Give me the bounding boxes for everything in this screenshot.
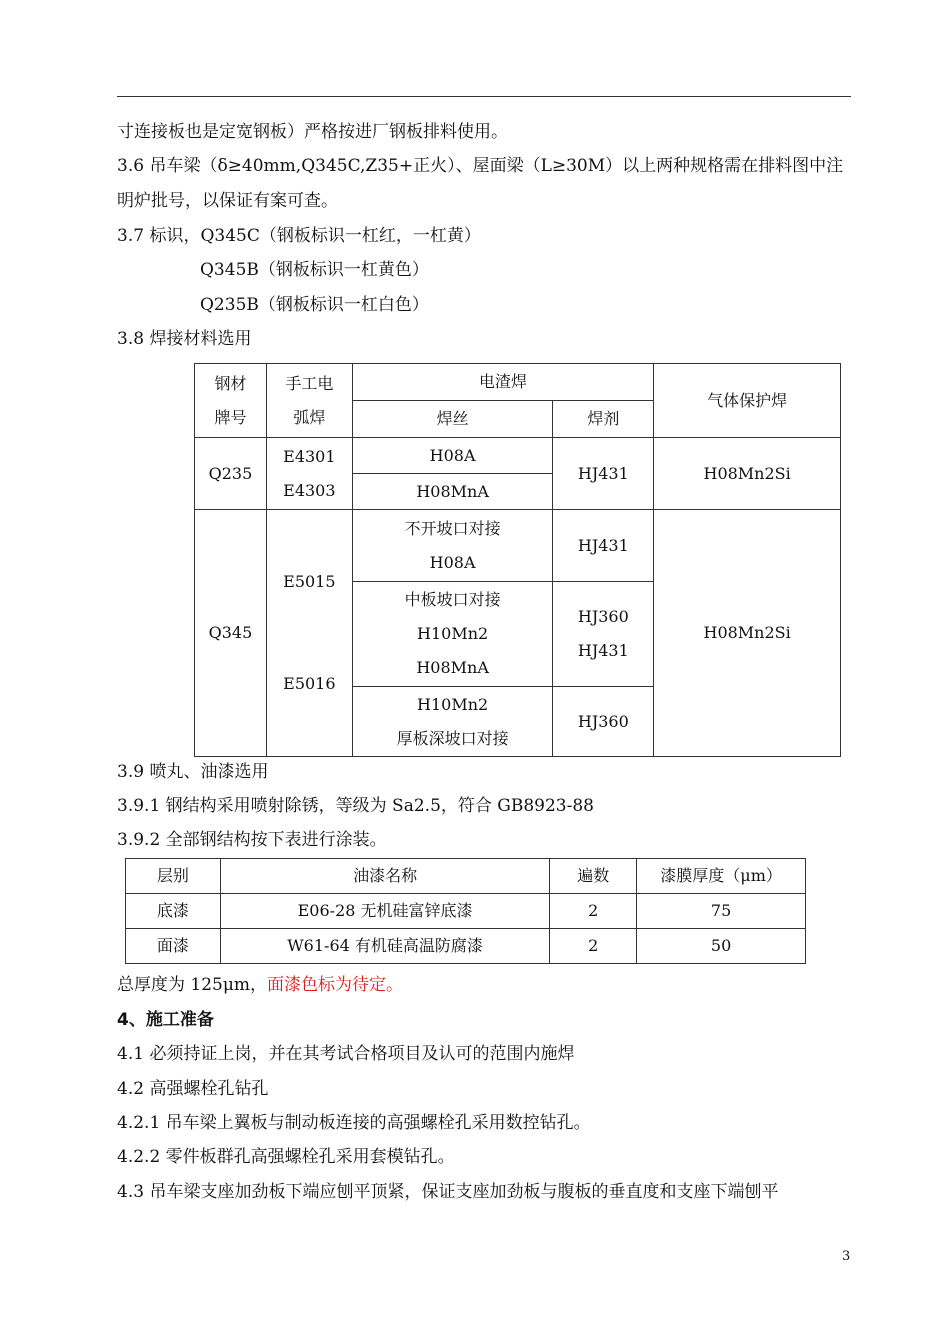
section-heading: 3.9 喷丸、油漆选用: [117, 762, 269, 782]
painting-table: [125, 858, 806, 964]
cell-q345-flux-3: HJ360: [553, 687, 654, 757]
cell-q235-wire-2: H08MnA: [352, 474, 553, 510]
paragraph-line: 明炉批号，以保证有案可查。: [117, 191, 338, 211]
header-coats: 遍数: [550, 859, 637, 894]
section-heading: 3.8 焊接材料选用: [117, 329, 252, 349]
cell-q345-rod: E5015 E5016: [266, 510, 352, 757]
page-number: 3: [842, 1249, 851, 1264]
cell-q235: Q235: [195, 438, 267, 510]
header-layer: 层别: [126, 859, 221, 894]
paragraph-line: 3.9.1 钢结构采用喷射除锈，等级为 Sa2.5，符合 GB8923-88: [117, 796, 594, 816]
total-thickness-text: 总厚度为 125μm，: [117, 975, 268, 995]
cell-q235-flux: HJ431: [553, 438, 654, 510]
paragraph-line: 3.6 吊车梁（δ≥40mm,Q345C,Z35+正火）、屋面梁（L≥30M）以上两种规格需在排料图中注: [117, 156, 844, 176]
paragraph-line: 4.2.1 吊车梁上翼板与制动板连接的高强螺栓孔采用数控钻孔。: [117, 1113, 591, 1133]
cell-layer: 底漆: [126, 894, 221, 929]
paragraph-line: 3.7 标识，Q345C（钢板标识一杠红，一杠黄）: [117, 226, 481, 246]
table-row: [126, 929, 806, 964]
cell-paint-name: W61-64 有机硅高温防腐漆: [220, 929, 549, 964]
header-manual-arc: 手工电 弧焊: [266, 364, 352, 438]
paragraph-line: 4.1 必须持证上岗，并在其考试合格项目及认可的范围内施焊: [117, 1044, 575, 1064]
cell-q345-flux-2: HJ360 HJ431: [553, 582, 654, 687]
header-steel-grade: 钢材 牌号: [195, 364, 267, 438]
cell-coats: 2: [550, 929, 637, 964]
cell-thickness: 50: [637, 929, 806, 964]
paragraph-line: Q235B（钢板标识一杠白色）: [200, 295, 429, 315]
header-gas-shielded: 气体保护焊: [654, 364, 841, 438]
paragraph-line: 3.9.2 全部钢结构按下表进行涂装。: [117, 830, 387, 850]
paragraph-line: 4.3 吊车梁支座加劲板下端应刨平顶紧，保证支座加劲板与腹板的垂直度和支座下端刨平: [117, 1182, 779, 1202]
paragraph-line: 4.2 高强螺栓孔钻孔: [117, 1079, 269, 1099]
header-paint-name: 油漆名称: [220, 859, 549, 894]
paragraph-line: Q345B（钢板标识一杠黄色）: [200, 260, 429, 280]
cell-paint-name: E06-28 无机硅富锌底漆: [220, 894, 549, 929]
table-row: [126, 894, 806, 929]
color-pending-note: 面漆色标为待定。: [267, 975, 404, 995]
cell-q345: Q345: [195, 510, 267, 757]
welding-materials-table: [194, 363, 841, 757]
cell-q345-wire-2: 中板坡口对接 H10Mn2 H08MnA: [352, 582, 553, 687]
header-electroslag: 电渣焊: [352, 364, 653, 401]
cell-q345-wire-3: H10Mn2 厚板深坡口对接: [352, 687, 553, 757]
paragraph-line: 寸连接板也是定宽钢板）严格按进厂钢板排料使用。: [117, 122, 508, 142]
cell-q345-wire-1: 不开坡口对接 H08A: [352, 510, 553, 582]
cell-q235-gas: H08Mn2Si: [654, 438, 841, 510]
cell-q235-rod: E4301 E4303: [266, 438, 352, 510]
cell-layer: 面漆: [126, 929, 221, 964]
section-heading: 4、施工准备: [117, 1010, 214, 1030]
header-flux: 焊剂: [553, 401, 654, 438]
cell-q345-gas: H08Mn2Si: [654, 510, 841, 757]
cell-thickness: 75: [637, 894, 806, 929]
header-film-thickness: 漆膜厚度（μm）: [637, 859, 806, 894]
cell-coats: 2: [550, 894, 637, 929]
cell-q235-wire-1: H08A: [352, 438, 553, 474]
header-wire: 焊丝: [352, 401, 553, 438]
paragraph-line: 4.2.2 零件板群孔高强螺栓孔采用套模钻孔。: [117, 1147, 455, 1167]
header-rule: [117, 96, 851, 97]
paragraph-line: [117, 974, 403, 996]
cell-q345-flux-1: HJ431: [553, 510, 654, 582]
